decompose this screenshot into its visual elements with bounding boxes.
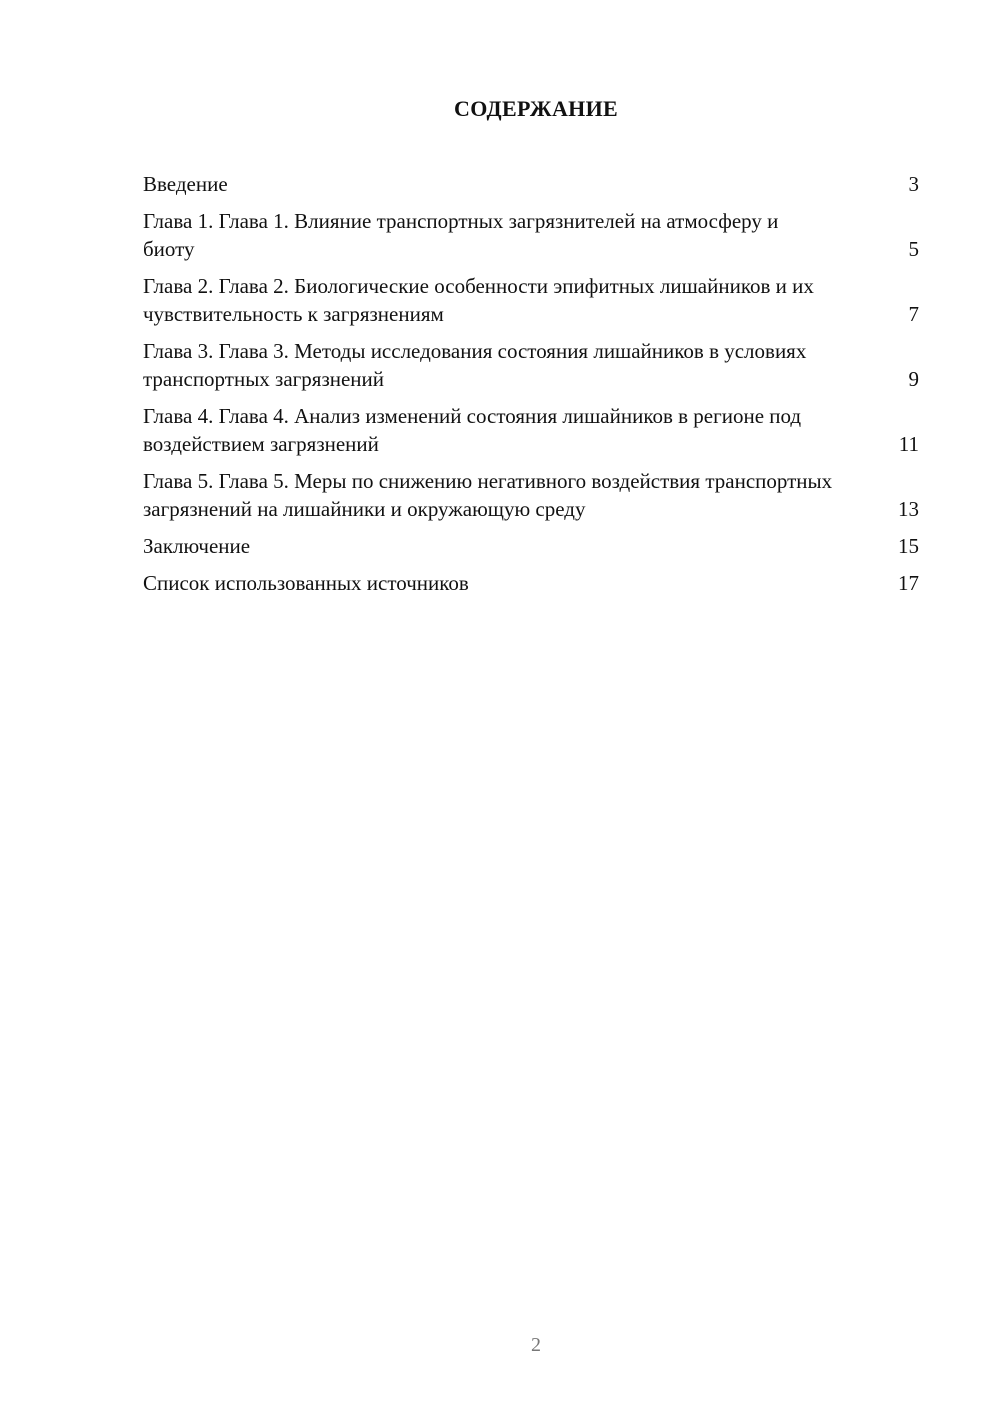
toc-entry-title: Введение bbox=[143, 172, 228, 196]
toc-heading: СОДЕРЖАНИЕ bbox=[454, 96, 618, 121]
toc-entry-title: Глава 2. Глава 2. Биологические особенности эпифитных лишайников и их чувствительность к загрязнениям bbox=[143, 274, 814, 326]
toc-entry-title: Список использованных источников bbox=[143, 571, 469, 595]
toc-entry-page: 5 bbox=[908, 237, 919, 261]
toc-entry-page: 3 bbox=[908, 172, 919, 196]
toc-entry-page: 11 bbox=[898, 432, 919, 456]
toc-entry-title: Заключение bbox=[143, 534, 251, 558]
toc-entry-title: Глава 4. Глава 4. Анализ изменений состояния лишайников в регионе под воздействием загрязнений bbox=[143, 404, 802, 456]
toc-entry-chapter-1 bbox=[143, 207, 919, 263]
page-number: 2 bbox=[531, 1334, 541, 1356]
toc-entry-chapter-4 bbox=[143, 402, 919, 458]
toc-entry-introduction bbox=[143, 170, 919, 198]
toc-entry-title: Глава 1. Глава 1. Влияние транспортных загрязнителей на атмосферу и биоту bbox=[143, 209, 779, 261]
toc-entry-references bbox=[143, 569, 919, 597]
toc-entry-title: Глава 5. Глава 5. Меры по снижению негативного воздействия транспортных загрязнений на лишайники и окружающую среду bbox=[143, 469, 833, 521]
toc-entry-chapter-5 bbox=[143, 467, 919, 523]
toc-entry-page: 17 bbox=[898, 571, 919, 595]
toc-entry-page: 13 bbox=[898, 497, 919, 521]
toc-entry-conclusion bbox=[143, 532, 919, 560]
toc-entry-page: 15 bbox=[898, 534, 919, 558]
toc-entry-page: 9 bbox=[908, 367, 919, 391]
toc-entry-chapter-3 bbox=[143, 337, 919, 393]
table-of-contents bbox=[143, 170, 919, 606]
toc-entry-page: 7 bbox=[908, 302, 919, 326]
toc-entry-chapter-2 bbox=[143, 272, 919, 328]
toc-entry-title: Глава 3. Глава 3. Методы исследования состояния лишайников в условиях транспортных загрязнений bbox=[143, 339, 807, 391]
